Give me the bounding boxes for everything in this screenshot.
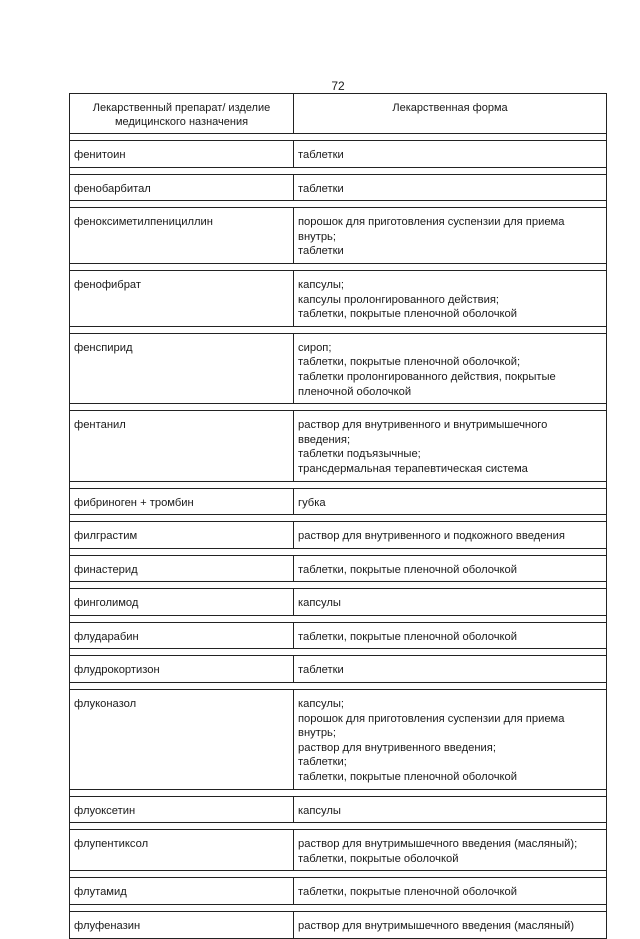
form-item: капсулы; xyxy=(298,278,345,291)
row-separator-cell xyxy=(70,167,607,174)
drug-cell xyxy=(70,589,294,616)
table-row xyxy=(70,555,607,582)
table-row xyxy=(70,522,607,549)
table-row xyxy=(70,333,607,403)
form-item: таблетки, покрытые пленочной оболочкой xyxy=(298,771,518,784)
drug-cell xyxy=(70,488,294,515)
row-separator xyxy=(70,905,607,912)
form-item: капсулы пролонгированного действия; xyxy=(298,293,499,306)
form-item: капсулы xyxy=(298,804,341,817)
form-item: капсулы xyxy=(298,597,341,610)
form-list xyxy=(294,489,606,515)
table-row xyxy=(70,690,607,790)
table-row xyxy=(70,411,607,481)
row-separator xyxy=(70,134,607,141)
header-row xyxy=(70,94,607,134)
row-separator xyxy=(70,789,607,796)
form-cell xyxy=(294,174,607,201)
drug-cell xyxy=(70,208,294,264)
drug-name: флуконазол xyxy=(74,698,137,711)
row-separator xyxy=(70,201,607,208)
drug-cell xyxy=(70,174,294,201)
form-cell xyxy=(294,912,607,939)
row-separator xyxy=(70,515,607,522)
form-list xyxy=(294,271,606,326)
header-drug: Лекарственный препарат/ изделие медицинского назначения xyxy=(70,94,294,134)
drug-cell xyxy=(70,878,294,905)
form-list xyxy=(294,623,606,649)
table-row xyxy=(70,796,607,823)
form-cell xyxy=(294,333,607,403)
form-list xyxy=(294,556,606,582)
form-item: таблетки, покрытые пленочной оболочкой xyxy=(298,630,518,643)
drug-cell xyxy=(70,830,294,871)
form-item: таблетки xyxy=(298,149,344,161)
form-list xyxy=(294,797,606,823)
row-separator-cell xyxy=(70,683,607,690)
form-cell xyxy=(294,796,607,823)
form-cell xyxy=(294,589,607,616)
header-form: Лекарственная форма xyxy=(294,94,607,134)
table-row xyxy=(70,622,607,649)
form-cell xyxy=(294,622,607,649)
drug-cell xyxy=(70,141,294,168)
form-list xyxy=(294,589,606,615)
form-item: таблетки пролонгированного действия, покрытые пленочной оболочкой xyxy=(298,370,556,398)
drug-name: финголимод xyxy=(74,597,139,610)
form-list xyxy=(294,141,606,167)
row-separator-cell xyxy=(70,582,607,589)
drug-cell xyxy=(70,912,294,939)
form-list xyxy=(294,912,606,938)
drug-name: фентанил xyxy=(74,419,126,432)
form-list xyxy=(294,334,606,403)
table-body xyxy=(70,134,607,939)
table-row xyxy=(70,830,607,871)
form-item: раствор для внутримышечного введения (масляный); xyxy=(298,838,578,851)
drug-name: фенитоин xyxy=(74,149,126,161)
form-item: раствор для внутривенного введения; xyxy=(298,741,496,754)
drug-name: фенспирид xyxy=(74,341,133,354)
table-header xyxy=(70,94,607,134)
table-row xyxy=(70,141,607,168)
drug-cell xyxy=(70,333,294,403)
row-separator-cell xyxy=(70,548,607,555)
table-row xyxy=(70,174,607,201)
drug-cell xyxy=(70,690,294,790)
row-separator-cell xyxy=(70,515,607,522)
form-list xyxy=(294,175,606,201)
drug-name: флупентиксол xyxy=(74,838,149,851)
drug-name: финастерид xyxy=(74,563,138,576)
drug-cell xyxy=(70,411,294,481)
row-separator-cell xyxy=(70,201,607,208)
row-separator-cell xyxy=(70,326,607,333)
form-cell xyxy=(294,878,607,905)
form-item: таблетки xyxy=(298,245,344,258)
form-list xyxy=(294,208,606,263)
row-separator-cell xyxy=(70,481,607,488)
form-list xyxy=(294,656,606,682)
drug-name: феноксиметилпенициллин xyxy=(74,216,213,229)
form-list xyxy=(294,411,606,480)
row-separator xyxy=(70,615,607,622)
drug-name: флудрокортизон xyxy=(74,664,160,677)
form-cell xyxy=(294,830,607,871)
drug-cell xyxy=(70,656,294,683)
form-cell xyxy=(294,656,607,683)
form-item: таблетки, покрытые пленочной оболочкой xyxy=(298,886,518,899)
form-item: таблетки; xyxy=(298,756,347,769)
drug-name: фенофибрат xyxy=(74,278,142,291)
row-separator xyxy=(70,649,607,656)
form-item: порошок для приготовления суспензии для приема внутрь; xyxy=(298,216,565,243)
row-separator-cell xyxy=(70,263,607,270)
table-row xyxy=(70,270,607,326)
form-cell xyxy=(294,690,607,790)
table-row xyxy=(70,208,607,264)
form-cell xyxy=(294,141,607,168)
drug-cell xyxy=(70,555,294,582)
row-separator xyxy=(70,263,607,270)
form-item: таблетки, покрытые пленочной оболочкой; xyxy=(298,356,521,369)
row-separator xyxy=(70,582,607,589)
row-separator-cell xyxy=(70,823,607,830)
drug-cell xyxy=(70,522,294,549)
form-cell xyxy=(294,208,607,264)
form-item: губка xyxy=(298,496,326,509)
form-list xyxy=(294,522,606,548)
drug-name: филграстим xyxy=(74,530,138,543)
form-cell xyxy=(294,555,607,582)
form-item: таблетки, покрытые пленочной оболочкой xyxy=(298,563,518,576)
drug-cell xyxy=(70,622,294,649)
row-separator xyxy=(70,823,607,830)
row-separator-cell xyxy=(70,905,607,912)
drug-cell xyxy=(70,796,294,823)
row-separator xyxy=(70,481,607,488)
form-item: таблетки xyxy=(298,182,344,195)
row-separator xyxy=(70,548,607,555)
form-item: раствор для внутривенного и внутримышечного введения; xyxy=(298,419,548,446)
form-cell xyxy=(294,270,607,326)
form-item: сироп; xyxy=(298,341,332,354)
table-row xyxy=(70,488,607,515)
form-item: таблетки, покрытые оболочкой xyxy=(298,852,459,865)
row-separator xyxy=(70,326,607,333)
table-row xyxy=(70,912,607,939)
table-row xyxy=(70,656,607,683)
row-separator-cell xyxy=(70,871,607,878)
form-item: таблетки, покрытые пленочной оболочкой xyxy=(298,308,518,321)
row-separator xyxy=(70,683,607,690)
drug-name: флуфеназин xyxy=(74,920,141,932)
form-item: капсулы; xyxy=(298,698,345,711)
drug-name: флутамид xyxy=(74,886,127,899)
form-item: раствор для внутримышечного введения (масляный) xyxy=(298,920,575,932)
row-separator-cell xyxy=(70,404,607,411)
form-cell xyxy=(294,488,607,515)
form-cell xyxy=(294,522,607,549)
drug-name: фибриноген + тромбин xyxy=(74,496,194,509)
form-list xyxy=(294,830,606,870)
drug-name: флударабин xyxy=(74,630,139,643)
row-separator xyxy=(70,871,607,878)
row-separator xyxy=(70,404,607,411)
drug-name: фенобарбитал xyxy=(74,182,151,195)
table-row xyxy=(70,878,607,905)
table-row xyxy=(70,589,607,616)
form-list xyxy=(294,690,606,789)
form-item: раствор для внутривенного и подкожного введения xyxy=(298,530,565,543)
row-separator-cell xyxy=(70,789,607,796)
form-item: порошок для приготовления суспензии для приема внутрь; xyxy=(298,712,565,740)
drug-cell xyxy=(70,270,294,326)
page-number: 72 xyxy=(331,79,345,93)
form-item: таблетки xyxy=(298,664,344,677)
drug-name: флуоксетин xyxy=(74,804,136,817)
form-item: трансдермальная терапевтическая система xyxy=(298,462,528,475)
form-list xyxy=(294,878,606,904)
row-separator xyxy=(70,167,607,174)
row-separator-cell xyxy=(70,649,607,656)
form-cell xyxy=(294,411,607,481)
row-separator-cell xyxy=(70,615,607,622)
form-item: таблетки подъязычные; xyxy=(298,448,421,461)
drug-table xyxy=(69,93,607,939)
row-separator-cell xyxy=(70,134,607,141)
